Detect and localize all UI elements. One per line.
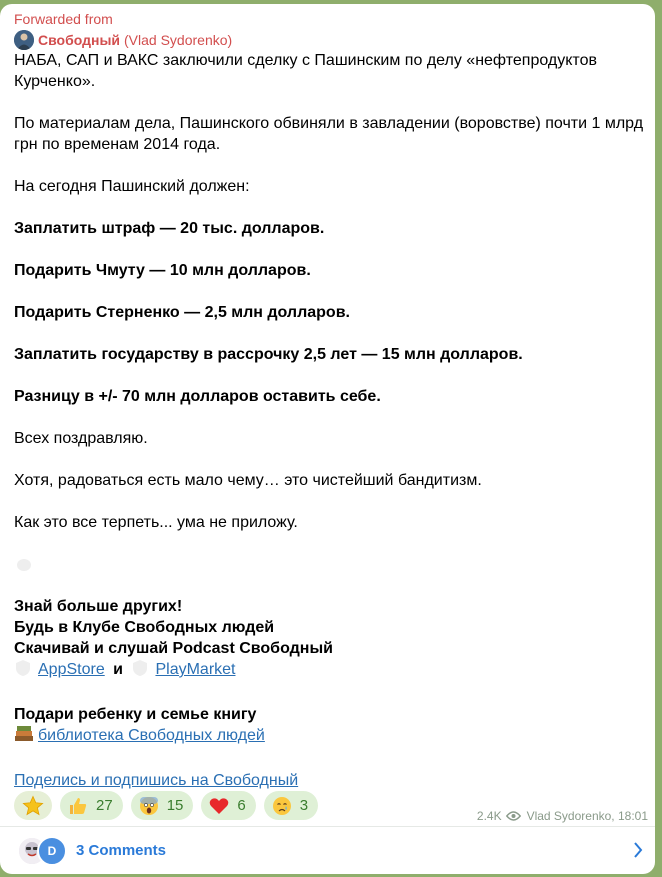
star-icon — [22, 795, 44, 817]
message-content — [14, 11, 644, 791]
promo-line: Знай больше других! — [14, 598, 183, 615]
thumbs-up-icon — [68, 796, 88, 816]
paragraph: По материалам дела, Пашинского обвиняли в завладении (воровстве) почти 1 млрд грн по временам 2014 года. — [14, 115, 644, 153]
reaction-heart[interactable] — [201, 791, 255, 820]
forwarded-author: (Vlad Sydorenko) — [124, 31, 233, 48]
bold-line: Заплатить штраф — 20 тыс. долларов. — [14, 220, 325, 237]
forwarded-label: Forwarded from — [14, 11, 113, 27]
reaction-count: 15 — [166, 797, 184, 814]
forwarded-source[interactable] — [14, 29, 644, 50]
crying-face-icon — [272, 796, 292, 816]
post-signature-time: Vlad Sydorenko, 18:01 — [526, 809, 648, 823]
paragraph: НАБА, САП и ВАКС заключили сделку с Пашинским по делу «нефтепродуктов Курченко». — [14, 52, 597, 90]
appstore-link[interactable]: AppStore — [38, 661, 105, 678]
reaction-count: 27 — [96, 797, 113, 814]
shield-icon — [131, 659, 149, 683]
reactions-bar — [14, 791, 318, 820]
shield-icon — [14, 659, 32, 683]
books-icon — [14, 725, 34, 749]
commenter-avatar-initial: D — [37, 836, 67, 866]
reaction-scream[interactable] — [131, 791, 194, 820]
paid-star-reaction[interactable] — [14, 791, 52, 820]
custom-emoji-placeholder — [14, 554, 644, 575]
reaction-count: 3 — [299, 797, 309, 814]
paragraph: Хотя, радоваться есть мало чему… это чистейший бандитизм. — [14, 472, 482, 489]
message-text — [14, 50, 644, 791]
library-line — [14, 725, 644, 749]
promo-line: Подари ребенку и семье книгу — [14, 706, 257, 723]
promo-line: Будь в Клубе Свободных людей — [14, 619, 275, 636]
reaction-count: 6 — [237, 797, 246, 814]
bold-line: Подарить Стерненко — 2,5 млн долларов. — [14, 304, 350, 321]
share-line — [14, 770, 644, 791]
eye-icon — [506, 811, 521, 821]
comments-label[interactable]: 3 Comments — [76, 842, 167, 859]
paragraph: Всех поздравляю. — [14, 430, 148, 447]
message-bubble — [0, 4, 655, 874]
faded-emoji-icon — [14, 554, 34, 574]
store-links — [14, 659, 644, 683]
scream-face-icon — [139, 796, 159, 816]
chevron-right-icon[interactable] — [633, 842, 643, 863]
reaction-cry[interactable] — [264, 791, 318, 820]
bold-line: Разницу в +/- 70 млн долларов оставить себе. — [14, 388, 381, 405]
library-link[interactable]: библиотека Свободных людей — [38, 727, 265, 744]
bold-line: Подарить Чмуту — 10 млн долларов. — [14, 262, 311, 279]
share-subscribe-link[interactable]: Поделись и подпишись на Свободный — [14, 772, 299, 789]
heart-icon — [209, 797, 229, 815]
bold-line: Заплатить государству в рассрочку 2,5 лет — 15 млн долларов. — [14, 346, 523, 363]
channel-avatar-icon — [14, 30, 34, 50]
message-meta — [477, 809, 648, 823]
paragraph: Как это все терпеть... ума не приложу. — [14, 514, 298, 531]
and-text: и — [113, 661, 124, 678]
playmarket-link[interactable]: PlayMarket — [155, 661, 236, 678]
paragraph: На сегодня Пашинский должен: — [14, 178, 250, 195]
comments-button[interactable] — [0, 827, 655, 874]
forwarded-channel-name[interactable]: Свободный — [38, 31, 121, 48]
reaction-thumbs-up[interactable] — [60, 791, 123, 820]
view-count: 2.4K — [476, 809, 502, 823]
promo-line: Скачивай и слушай Podcast Свободный — [14, 640, 333, 657]
